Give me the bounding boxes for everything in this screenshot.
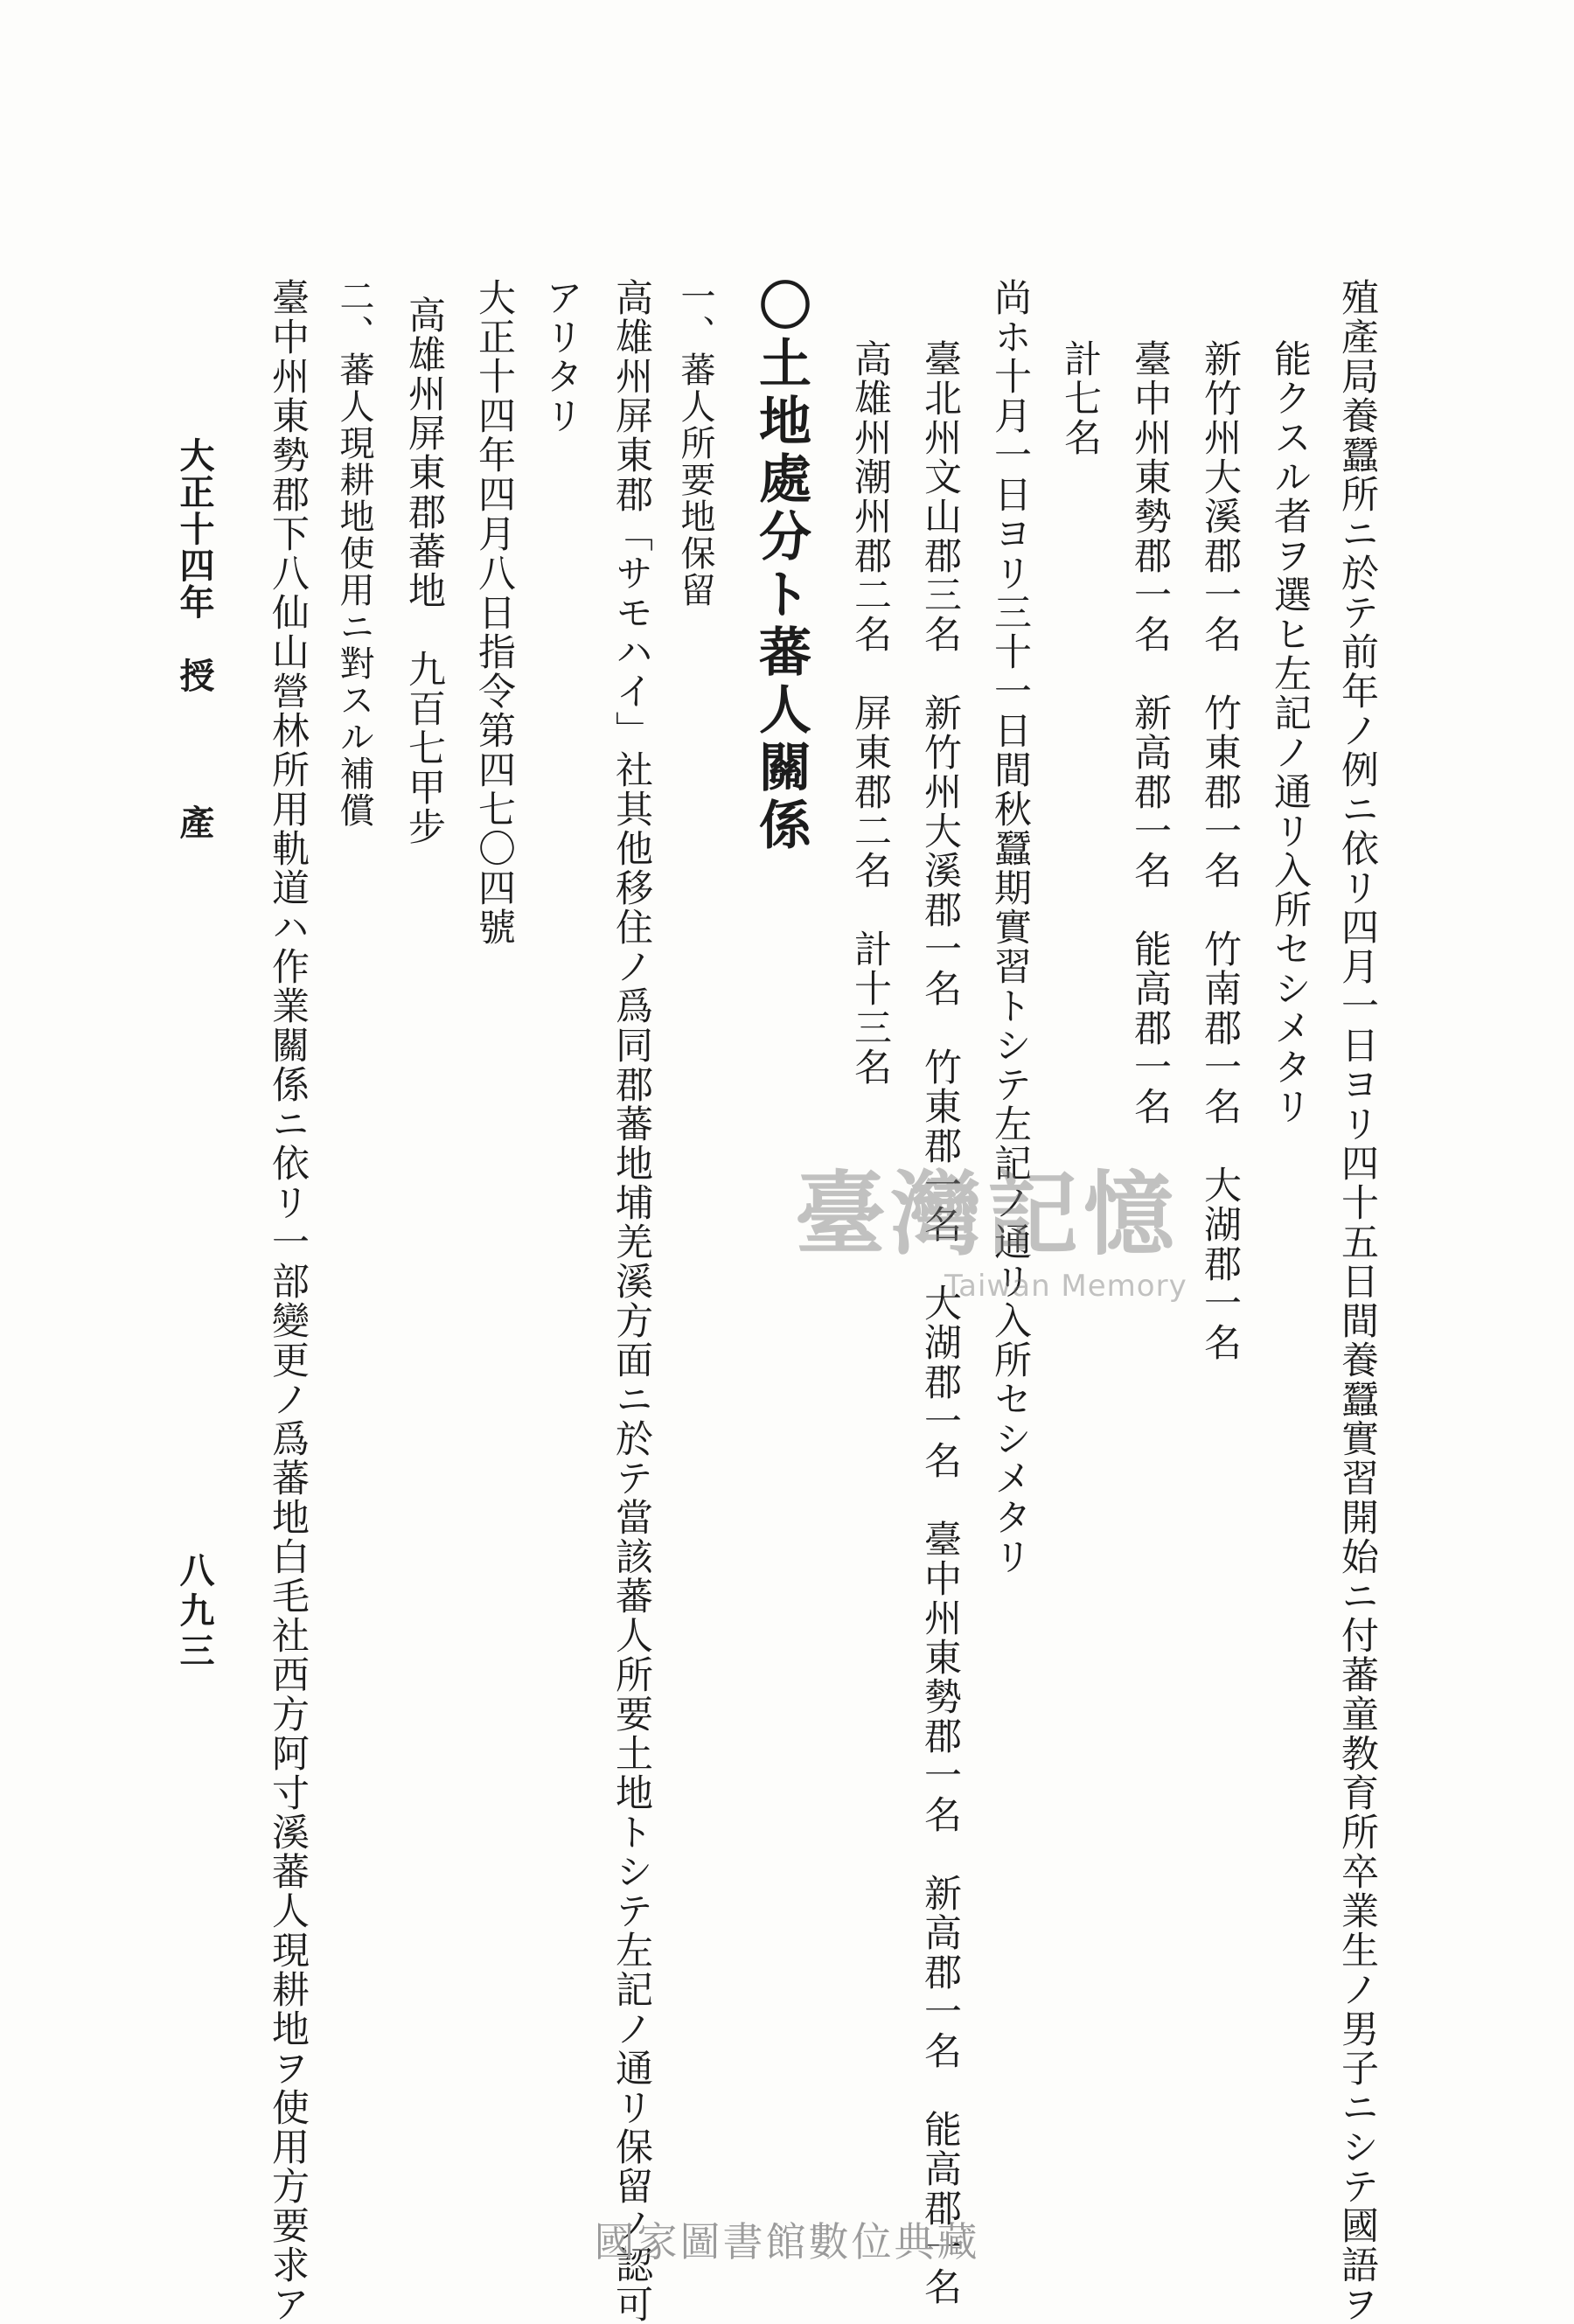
running-title: 大正十四年 授 產	[174, 437, 215, 841]
text-column: 殖產局養蠶所ニ於テ前年ノ例ニ依リ四月一日ヨリ四十五日間養蠶實習開始ニ付蕃童教育所卒業生ノ男子ニシテ國語ヲ	[1335, 278, 1379, 2324]
text-column: 臺中州東勢郡一名 新高郡一名 能高郡一名	[1128, 339, 1172, 1126]
subsection-title: 一、蕃人所要地保留	[675, 278, 715, 609]
text-column: 高雄州屏東郡「サモハイ」社其他移住ノ爲同郡蕃地埔羌溪方面ニ於テ當該蕃人所要土地トシテ左記ノ通リ保留ノ認可	[609, 278, 653, 2324]
library-watermark	[787, 1141, 1187, 1304]
text-column: 高雄州屏東郡蕃地 九百七甲步	[402, 296, 446, 846]
collection-stamp: 國家圖書館數位典藏	[594, 2218, 980, 2265]
section-heading: 〇土地處分ト蕃人關係	[750, 278, 811, 855]
text-column: 新竹州大溪郡一名 竹東郡一名 竹南郡一名 大湖郡一名	[1198, 339, 1242, 1362]
text-column: 計七名	[1058, 339, 1102, 457]
watermark-english: Taiwan Memory	[944, 1269, 1187, 1304]
text-column: 臺北州文山郡三名 新竹州大溪郡一名 竹東郡一名 大湖郡一名 臺中州東勢郡一名 新高郡一名 能高郡一名	[918, 339, 962, 2307]
text-column: 大正十四年四月八日指令第四七〇四號	[472, 278, 516, 947]
text-column: 尚ホ十月一日ヨリ三十一日間秋蠶期實習トシテ左記ノ通リ入所セシメタリ	[988, 278, 1032, 1576]
text-column: 臺中州東勢郡下八仙山營林所用軌道ハ作業關係ニ依リ一部變更ノ爲蕃地白毛社西方阿寸溪蕃人現耕地ヲ使用方要求ア	[266, 278, 310, 2324]
text-column: 能クスル者ヲ選ヒ左記ノ通リ入所セシメタリ	[1268, 339, 1312, 1126]
page-number: 八九三	[174, 1552, 215, 1673]
text-column: 高雄州潮州郡二名 屏東郡二名 計十三名	[848, 339, 892, 1087]
text-column: アリタリ	[540, 278, 583, 435]
watermark-chinese: 臺灣記憶	[794, 1161, 1180, 1268]
subsection-title: 二、蕃人現耕地使用ニ對スル補償	[334, 278, 374, 829]
